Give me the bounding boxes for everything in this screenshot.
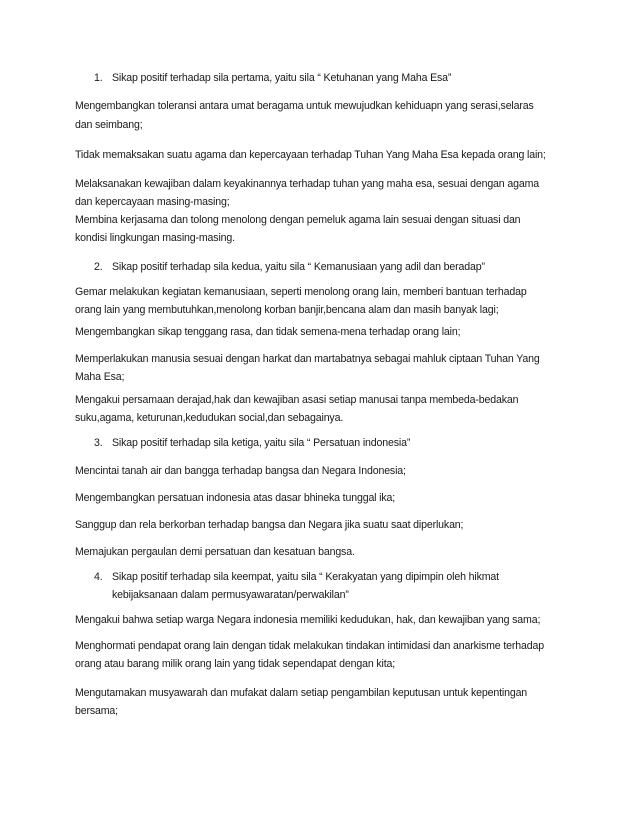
paragraph-line: Memajukan pergaulan demi persatuan dan kesatuan bangsa. [75,546,355,558]
paragraph-line: orang atau barang milik orang lain yang tidak sependapat dengan kita; [75,658,396,670]
paragraph-line: kondisi lingkungan masing-masing. [75,232,235,244]
section-4-heading: Sikap positif terhadap sila keempat, yaitu sila “ Kerakyatan yang dipimpin oleh hikmat [112,571,499,583]
paragraph-line: Mengakui persamaan derajad,hak dan kewajiban asasi setiap manusai tanpa membeda-bedakan [75,394,519,406]
paragraph-line: Memperlakukan manusia sesuai dengan harkat dan martabatnya sebagai mahluk ciptaan Tuhan Yang [75,353,540,365]
paragraph-line: suku,agama, keturunan,kedudukan social,dan sebagainya. [75,412,344,424]
paragraph-line: Mengembangkan toleransi antara umat beragama untuk mewujudkan kehiduapn yang serasi,selaras [75,100,534,112]
section-4-heading-line-2: kebijaksanaan dalam permusyawaratan/perwakilan” [112,589,349,601]
section-2-heading: Sikap positif terhadap sila kedua, yaitu sila “ Kemanusiaan yang adil dan beradap” [112,261,485,273]
paragraph-line: Mengembangkan sikap tenggang rasa, dan tidak semena-mena terhadap orang lain; [75,326,461,338]
paragraph-line: dan kepercayaan masing-masing; [75,196,230,208]
paragraph-line: Sanggup dan rela berkorban terhadap bangsa dan Negara jika suatu saat diperlukan; [75,519,464,531]
paragraph-line: Mencintai tanah air dan bangga terhadap bangsa dan Negara Indonesia; [75,465,406,477]
section-2-number: 2. [94,261,103,273]
paragraph-line: Mengutamakan musyawarah dan mufakat dalam setiap pengambilan keputusan untuk kepentingan [75,687,528,699]
paragraph-line: orang lain yang membutuhkan,menolong korban banjir,bencana alam dan masih banyak lagi; [75,304,499,316]
section-1-heading: Sikap positif terhadap sila pertama, yaitu sila “ Ketuhanan yang Maha Esa” [112,72,452,84]
paragraph-line: Gemar melakukan kegiatan kemanusiaan, seperti menolong orang lain, memberi bantuan terhadap [75,286,527,298]
paragraph-line: dan seimbang; [75,119,143,131]
section-3-number: 3. [94,437,103,449]
section-1-number: 1. [94,72,103,84]
paragraph-line: Menghormati pendapat orang lain dengan tidak melakukan tindakan intimidasi dan anarkisme terhadap [75,640,544,652]
paragraph-line: bersama; [75,705,118,717]
paragraph-line: Mengakui bahwa setiap warga Negara indonesia memiliki kedudukan, hak, dan kewajiban yang sama; [75,614,541,626]
paragraph-line: Melaksanakan kewajiban dalam keyakinannya terhadap tuhan yang maha esa, sesuai dengan agama [75,178,539,190]
paragraph-line: Mengembangkan persatuan indonesia atas dasar bhineka tunggal ika; [75,492,396,504]
section-3-heading: Sikap positif terhadap sila ketiga, yaitu sila “ Persatuan indonesia” [112,437,411,449]
paragraph-line: Maha Esa; [75,371,125,383]
section-4-number: 4. [94,571,103,583]
paragraph-line: Membina kerjasama dan tolong menolong dengan pemeluk agama lain sesuai dengan situasi dan [75,214,521,226]
paragraph-line: Tidak memaksakan suatu agama dan kepercayaan terhadap Tuhan Yang Maha Esa kepada orang lain; [75,149,546,161]
